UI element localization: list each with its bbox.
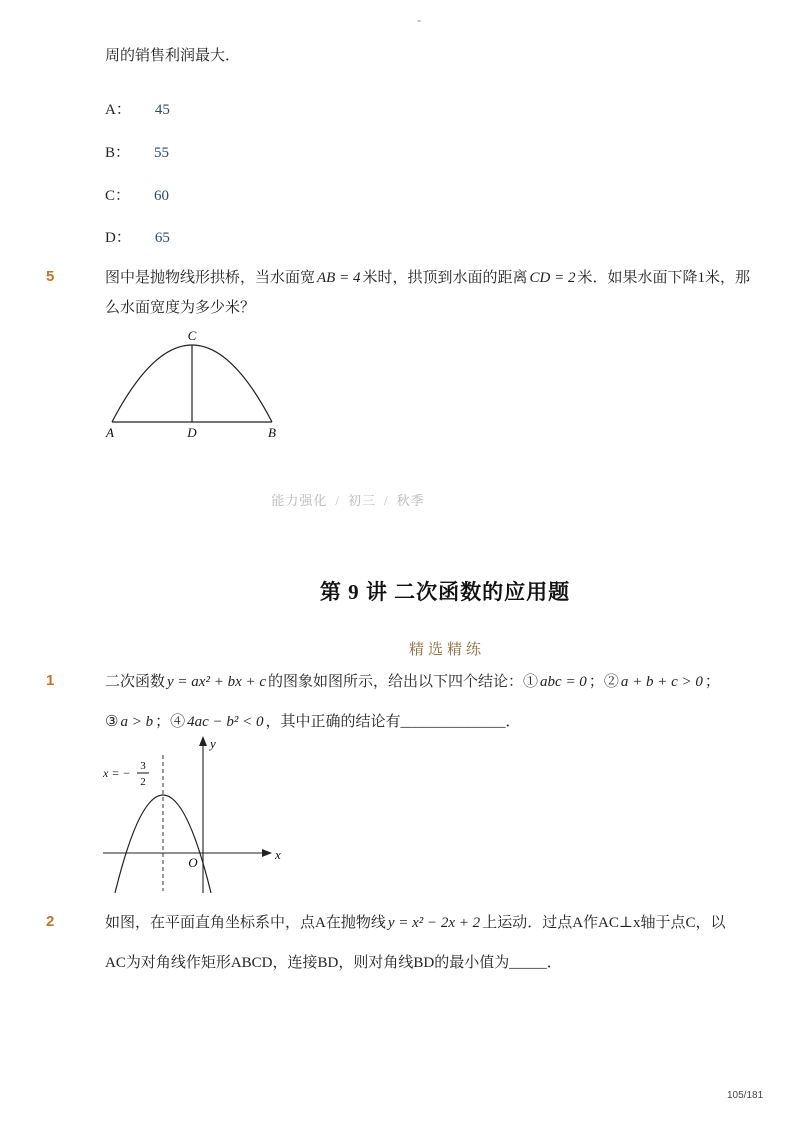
footer-part-course: 能力强化 — [271, 493, 328, 508]
symmetry-label-prefix: x = − — [103, 766, 131, 780]
question-5-line1: 图中是抛物线形拱桥，当水面宽 AB = 4 米时，拱顶到水面的距离 CD = 2 米．如果水面下降1米，那 — [105, 270, 750, 286]
option-row-c — [105, 184, 169, 205]
question-number-1: 1 — [46, 672, 55, 689]
option-label: D： — [105, 230, 131, 246]
section-footer — [271, 490, 424, 509]
option-row-a — [105, 98, 170, 119]
option-value: 60 — [154, 188, 170, 204]
footer-slash: / — [335, 493, 340, 508]
point-label-b: B — [268, 425, 276, 440]
question-number-5: 5 — [46, 268, 55, 285]
fraction-numerator: 3 — [140, 760, 146, 772]
question-2-line2: AC为对角线作矩形ABCD，连接BD，则对角线BD的最小值为_____． — [105, 955, 562, 971]
header-mark: - — [417, 12, 422, 27]
question-5-line2: 么水面宽度为多少米？ — [105, 300, 256, 316]
origin-label-o: O — [188, 855, 198, 870]
option-value: 45 — [154, 102, 170, 118]
question-1-line1: 二次函数 y = ax² + bx + c 的图象如图所示，给出以下四个结论：① abc = 0 ；② a + b + c > 0 ； — [105, 674, 720, 690]
lecture-title: 第 9 讲 二次函数的应用题 — [319, 580, 571, 604]
question-1-line2: ③ a > b ；④ 4ac − b² < 0 ，其中正确的结论有______________． — [105, 714, 521, 730]
point-label-a: A — [106, 425, 114, 440]
lecture-subtitle: 精选精练 — [408, 642, 486, 658]
point-label-d: D — [187, 425, 197, 440]
option-row-d — [105, 226, 170, 247]
option-label: C： — [105, 188, 131, 204]
question-2-line1: 如图，在平面直角坐标系中，点A在抛物线 y = x² − 2x + 2 上运动．过点A作AC⊥x轴于点C，以 — [105, 915, 726, 931]
footer-slash: / — [384, 493, 389, 508]
axis-label-x: x — [275, 847, 281, 862]
footer-part-grade: 初三 — [347, 493, 377, 508]
axis-label-y: y — [210, 736, 216, 751]
point-label-c: C — [187, 330, 197, 343]
parabola-axes-figure — [95, 733, 295, 898]
fraction-denominator: 2 — [140, 776, 146, 788]
option-label: A： — [105, 102, 131, 118]
option-value: 65 — [154, 230, 170, 246]
footer-part-term: 秋季 — [396, 493, 425, 508]
x-axis-arrow — [262, 849, 272, 857]
option-row-b — [105, 141, 169, 162]
previous-question-tail: 周的销售利润最大． — [105, 48, 241, 64]
y-axis-arrow — [199, 736, 207, 746]
arch-bridge-figure — [100, 330, 300, 442]
page-number: 105/181 — [727, 1090, 764, 1101]
question-number-2: 2 — [46, 913, 55, 930]
option-value: 55 — [154, 145, 170, 161]
option-label: B： — [105, 145, 131, 161]
parabola-curve — [115, 795, 211, 893]
